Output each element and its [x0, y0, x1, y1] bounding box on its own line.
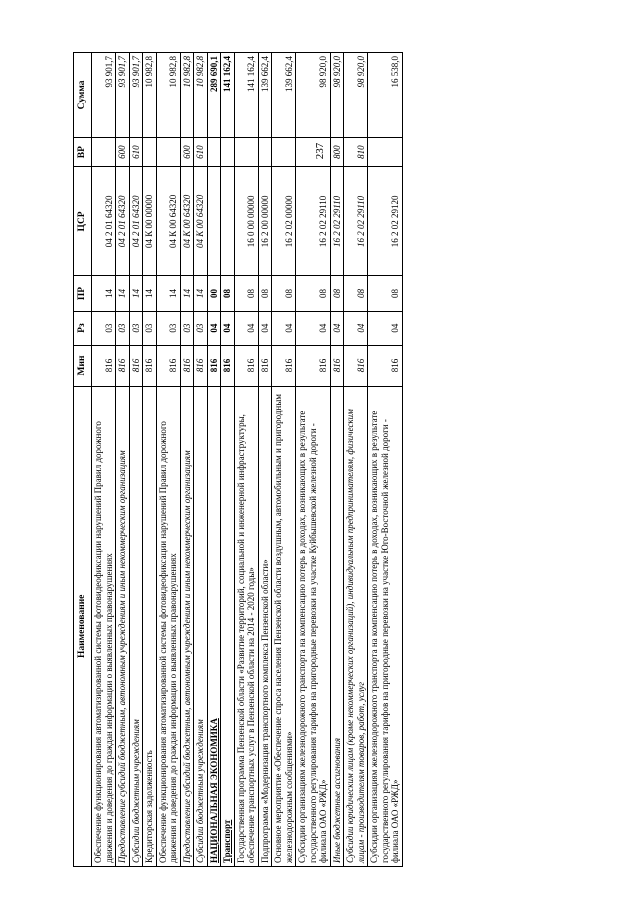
table-row — [129, 53, 143, 867]
row-rz: 03 — [143, 311, 157, 345]
row-sum: 98 920,0 — [344, 53, 368, 138]
row-pr: 14 — [143, 276, 157, 311]
row-min: 816 — [258, 345, 272, 386]
row-vr — [296, 137, 331, 167]
row-name: Субсидии организациям железнодорожного транспорта на компенсацию потерь в доходах, возникающих в результате государственного регулирования тарифов на пригородные перевозки на участке Куйбышевской железной дороги - филиала ОАО «РЖД» — [296, 386, 331, 866]
row-pr: 08 — [344, 276, 368, 311]
row-rz: 04 — [207, 311, 221, 345]
row-vr — [258, 137, 272, 167]
row-rz: 03 — [116, 311, 130, 345]
header-vr: ВР — [74, 137, 92, 167]
row-sum: 10 982,8 — [156, 53, 180, 138]
row-min: 816 — [296, 345, 331, 386]
header-min: Мин — [74, 345, 92, 386]
row-csr: 16 2 02 29110 — [330, 167, 344, 276]
table-row — [156, 53, 180, 867]
row-sum: 10 982,8 — [143, 53, 157, 138]
row-pr: 08 — [272, 276, 296, 311]
table-row — [143, 53, 157, 867]
row-pr: 08 — [296, 276, 331, 311]
table-row — [180, 53, 194, 867]
table-row — [344, 53, 368, 867]
table-row — [258, 53, 272, 867]
row-rz: 03 — [129, 311, 143, 345]
row-csr: 04 К 00 64320 — [194, 167, 208, 276]
row-pr: 08 — [330, 276, 344, 311]
row-vr — [221, 137, 235, 167]
row-vr: 600 — [180, 137, 194, 167]
row-pr: 08 — [258, 276, 272, 311]
row-csr: 16 0 00 00000 — [234, 167, 258, 276]
row-vr: 810 — [344, 137, 368, 167]
row-sum: 10 982,8 — [194, 53, 208, 138]
row-csr: 04 К 00 64320 — [180, 167, 194, 276]
row-name: Кредиторская задолженность — [143, 386, 157, 866]
row-name: Субсидии бюджетным учреждениям — [194, 386, 208, 866]
row-name: Субсидии юридическим лицам (кроме некоммерческих организаций), индивидуальным предпринимателям, физическим лицам - производителям товаров, работ, услуг — [344, 386, 368, 866]
row-rz: 03 — [156, 311, 180, 345]
row-csr — [207, 167, 221, 276]
row-vr — [368, 137, 403, 167]
row-vr — [92, 137, 116, 167]
row-min: 816 — [156, 345, 180, 386]
row-csr: 04 К 00 00000 — [143, 167, 157, 276]
row-pr: 14 — [129, 276, 143, 311]
table-row — [296, 53, 331, 867]
row-sum: 289 690,1 — [207, 53, 221, 138]
row-rz: 03 — [92, 311, 116, 345]
page-number: 237 — [314, 142, 326, 160]
row-rz: 04 — [330, 311, 344, 345]
row-pr: 00 — [207, 276, 221, 311]
row-sum: 139 662,4 — [272, 53, 296, 138]
row-min: 816 — [180, 345, 194, 386]
row-sum: 93 901,7 — [116, 53, 130, 138]
table-row — [194, 53, 208, 867]
row-rz: 04 — [344, 311, 368, 345]
row-pr: 14 — [92, 276, 116, 311]
row-csr: 16 2 02 29110 — [344, 167, 368, 276]
row-csr: 16 2 02 29120 — [368, 167, 403, 276]
table-row — [234, 53, 258, 867]
row-rz: 04 — [296, 311, 331, 345]
row-min: 816 — [221, 345, 235, 386]
row-pr: 08 — [234, 276, 258, 311]
row-name: Основное мероприятие «Обеспечение спроса населения Пензенской области воздушным, автомобильным и пригородным железнодорожным сообщениями» — [272, 386, 296, 866]
header-sum: Сумма — [74, 53, 92, 138]
row-csr: 04 2 01 64320 — [116, 167, 130, 276]
row-sum: 98 920,0 — [330, 53, 344, 138]
row-name: Субсидии бюджетным учреждениям — [129, 386, 143, 866]
header-csr: ЦСР — [74, 167, 92, 276]
row-rz: 04 — [234, 311, 258, 345]
row-vr: 610 — [194, 137, 208, 167]
row-min: 816 — [330, 345, 344, 386]
row-pr: 14 — [156, 276, 180, 311]
row-csr: 04 К 00 64320 — [156, 167, 180, 276]
row-min: 816 — [143, 345, 157, 386]
row-rz: 03 — [194, 311, 208, 345]
table-row — [221, 53, 235, 867]
row-sum: 141 162,4 — [234, 53, 258, 138]
table-row — [272, 53, 296, 867]
row-rz: 04 — [221, 311, 235, 345]
row-min: 816 — [116, 345, 130, 386]
table-header-row — [74, 53, 92, 867]
row-vr: 610 — [129, 137, 143, 167]
row-name: Обеспечение функционирования автоматизированной системы фотовидеофиксации нарушений Правил дорожного движения и доведения до граждан информации о выявленных правонарушениях — [156, 386, 180, 866]
row-rz: 04 — [258, 311, 272, 345]
header-pr: ПР — [74, 276, 92, 311]
table-row — [92, 53, 116, 867]
row-name: Государственная программа Пензенской области «Развитие территорий, социальной и инженерной инфраструктуры, обеспечение транспортных услуг в Пензенской области на 2014 - 2020 годы» — [234, 386, 258, 866]
row-name: Предоставление субсидий бюджетным, автономным учреждениям и иным некоммерческим организациям — [116, 386, 130, 866]
header-rz: Рз — [74, 311, 92, 345]
row-pr: 14 — [180, 276, 194, 311]
row-name: Подпрограмма «Модернизация транспортного комплекса Пензенской области» — [258, 386, 272, 866]
row-csr: 16 2 02 00000 — [272, 167, 296, 276]
row-vr: 600 — [116, 137, 130, 167]
row-csr: 04 2 01 64320 — [129, 167, 143, 276]
row-sum: 93 901,7 — [92, 53, 116, 138]
row-rz: 03 — [180, 311, 194, 345]
row-vr — [207, 137, 221, 167]
table-row — [116, 53, 130, 867]
row-name: Обеспечение функционирования автоматизированной системы фотовидеофиксации нарушений Правил дорожного движения и доведения до граждан информации о выявленных правонарушениях — [92, 386, 116, 866]
table-row — [368, 53, 403, 867]
row-vr: 800 — [330, 137, 344, 167]
table-row — [207, 53, 221, 867]
row-vr — [272, 137, 296, 167]
row-pr: 14 — [194, 276, 208, 311]
row-name: Предоставление субсидий бюджетным, автономным учреждениям и иным некоммерческим организациям — [180, 386, 194, 866]
row-sum: 141 162,4 — [221, 53, 235, 138]
row-min: 816 — [92, 345, 116, 386]
row-pr: 08 — [221, 276, 235, 311]
row-sum: 98 920,0 — [296, 53, 331, 138]
row-name: Субсидии организациям железнодорожного транспорта на компенсацию потерь в доходах, возникающих в результате государственного регулирования тарифов на пригородные перевозки на участке Юго-Восточной железной дороги - филиала ОАО «РЖД» — [368, 386, 403, 866]
row-csr — [221, 167, 235, 276]
budget-table — [73, 52, 403, 867]
row-min: 816 — [368, 345, 403, 386]
row-rz: 04 — [272, 311, 296, 345]
row-pr: 08 — [368, 276, 403, 311]
row-sum: 93 901,7 — [129, 53, 143, 138]
row-csr: 16 2 02 29110 — [296, 167, 331, 276]
row-min: 816 — [207, 345, 221, 386]
row-min: 816 — [194, 345, 208, 386]
row-csr: 04 2 01 64320 — [92, 167, 116, 276]
row-vr — [143, 137, 157, 167]
row-sum: 16 538,0 — [368, 53, 403, 138]
row-name: Иные бюджетные ассигнования — [330, 386, 344, 866]
row-min: 816 — [129, 345, 143, 386]
row-csr: 16 2 00 00000 — [258, 167, 272, 276]
row-min: 816 — [234, 345, 258, 386]
row-pr: 14 — [116, 276, 130, 311]
row-vr — [156, 137, 180, 167]
row-name: Транспорт — [221, 386, 235, 866]
row-min: 816 — [272, 345, 296, 386]
header-name: Наименование — [74, 386, 92, 866]
row-name: НАЦИОНАЛЬНАЯ ЭКОНОМИКА — [207, 386, 221, 866]
table-body — [92, 53, 403, 867]
row-sum: 139 662,4 — [258, 53, 272, 138]
row-vr — [234, 137, 258, 167]
row-min: 816 — [344, 345, 368, 386]
row-sum: 10 982,8 — [180, 53, 194, 138]
budget-table-container — [73, 52, 583, 867]
row-rz: 04 — [368, 311, 403, 345]
table-row — [330, 53, 344, 867]
